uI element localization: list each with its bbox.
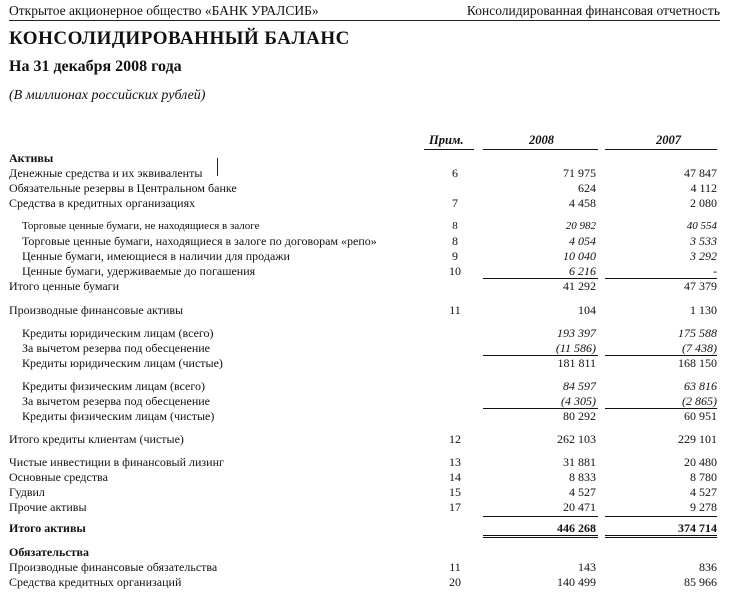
row-note: 9 <box>452 249 458 263</box>
row-value-2008: 6 216 <box>569 264 596 278</box>
row-label: Ценные бумаги, имеющиеся в наличии для продажи <box>22 249 290 263</box>
row-value-2008: 104 <box>578 303 596 317</box>
row-value-2008: 31 881 <box>563 455 596 469</box>
row-value-2007: 60 951 <box>684 409 717 423</box>
row-value-2008: 143 <box>578 560 596 574</box>
table-row <box>0 341 729 356</box>
table-row <box>0 181 729 196</box>
subtotal-rule <box>483 355 598 356</box>
table-row <box>0 279 729 294</box>
subtotal-rule <box>483 516 598 517</box>
row-value-2007: 8 780 <box>690 470 717 484</box>
row-value-2008: 181 811 <box>557 356 596 370</box>
subtotal-rule <box>605 408 717 409</box>
table-row <box>0 485 729 500</box>
table-row <box>0 151 729 166</box>
row-note: 13 <box>449 455 461 469</box>
column-header-2008: 2008 <box>529 133 554 147</box>
row-note: 17 <box>449 500 461 514</box>
row-value-2008: 4 527 <box>569 485 596 499</box>
table-row <box>0 219 729 234</box>
row-value-2008: 20 982 <box>565 220 596 232</box>
table-row <box>0 545 729 560</box>
table-row <box>0 234 729 249</box>
row-value-2007: 175 588 <box>678 326 717 340</box>
row-value-2008: 4 458 <box>569 196 596 210</box>
row-note: 14 <box>449 470 461 484</box>
table-row <box>0 394 729 409</box>
table-row <box>0 303 729 318</box>
table-row <box>0 521 729 536</box>
report-type: Консолидированная финансовая отчетность <box>466 3 720 18</box>
table-row <box>0 560 729 575</box>
table-row <box>0 455 729 470</box>
column-header-2007: 2007 <box>656 133 681 147</box>
row-value-2007: (2 865) <box>682 394 717 408</box>
table-row <box>0 249 729 264</box>
row-label: Кредиты юридическим лицам (чистые) <box>22 356 223 370</box>
row-label: Активы <box>9 151 54 165</box>
text-cursor <box>217 158 218 176</box>
row-value-2007: 47 847 <box>684 166 717 180</box>
row-value-2007: 40 554 <box>686 220 717 232</box>
row-value-2007: 85 966 <box>684 575 717 589</box>
row-label: Производные финансовые обязательства <box>9 560 218 574</box>
row-label: Итого ценные бумаги <box>9 279 120 293</box>
table-row <box>0 264 729 279</box>
row-note: 20 <box>449 575 461 589</box>
table-row <box>0 166 729 181</box>
row-value-2007: 20 480 <box>684 455 717 469</box>
table-row <box>0 575 729 590</box>
row-value-2008: 84 597 <box>563 379 596 393</box>
row-value-2008: (11 586) <box>555 341 596 355</box>
table-row <box>0 326 729 341</box>
header-underline <box>605 149 717 150</box>
row-label: Средства в кредитных организациях <box>9 196 196 210</box>
row-label: Кредиты физическим лицам (чистые) <box>22 409 215 423</box>
row-note: 8 <box>452 234 458 248</box>
row-value-2007: 4 112 <box>690 181 717 195</box>
page-header <box>9 3 720 21</box>
row-value-2007: 9 278 <box>690 500 717 514</box>
table-row <box>0 379 729 394</box>
company-name: Открытое акционерное общество «БАНК УРАЛСИБ» <box>9 3 319 18</box>
row-value-2008: 10 040 <box>563 249 596 263</box>
row-value-2008: (4 305) <box>561 394 596 408</box>
row-value-2008: 80 292 <box>563 409 596 423</box>
row-value-2007: 374 714 <box>678 521 717 535</box>
header-rule <box>9 20 720 21</box>
units-note: (В миллионах российских рублей) <box>9 88 206 103</box>
total-double-rule <box>605 535 717 538</box>
subtotal-rule <box>605 355 717 356</box>
row-value-2007: (7 438) <box>682 341 717 355</box>
row-value-2008: 140 499 <box>557 575 596 589</box>
row-note: 12 <box>449 432 461 446</box>
row-value-2008: 624 <box>578 181 596 195</box>
row-note: 11 <box>449 560 461 574</box>
row-value-2008: 71 975 <box>563 166 596 180</box>
row-value-2008: 20 471 <box>563 500 596 514</box>
row-label: Кредиты юридическим лицам (всего) <box>22 326 214 340</box>
table-row <box>0 470 729 485</box>
column-header-note: Прим. <box>429 133 464 147</box>
row-label: Основные средства <box>9 470 108 484</box>
row-note: 7 <box>452 196 458 210</box>
row-label: Средства кредитных организаций <box>9 575 182 589</box>
row-label: Кредиты физическим лицам (всего) <box>22 379 205 393</box>
row-label: Ценные бумаги, удерживаемые до погашения <box>22 264 256 278</box>
row-value-2007: 229 101 <box>678 432 717 446</box>
row-note: 10 <box>449 264 461 278</box>
table-row <box>0 500 729 515</box>
row-value-2007: - <box>713 264 717 278</box>
subtotal-rule <box>483 408 598 409</box>
row-value-2007: 168 150 <box>678 356 717 370</box>
row-value-2007: 4 527 <box>690 485 717 499</box>
row-note: 15 <box>449 485 461 499</box>
row-value-2008: 262 103 <box>557 432 596 446</box>
row-value-2007: 836 <box>699 560 717 574</box>
row-note: 6 <box>452 166 458 180</box>
row-label: Прочие активы <box>9 500 87 514</box>
row-label: Итого кредиты клиентам (чистые) <box>9 432 184 446</box>
page-title: КОНСОЛИДИРОВАННЫЙ БАЛАНС <box>9 28 350 49</box>
row-value-2008: 4 054 <box>569 234 596 248</box>
subtotal-rule <box>605 516 717 517</box>
row-value-2007: 3 292 <box>690 249 717 263</box>
row-label: Торговые ценные бумаги, не находящиеся в залоге <box>22 220 260 232</box>
header-underline <box>483 149 598 150</box>
row-label: За вычетом резерва под обесценение <box>22 394 210 408</box>
row-label: Итого активы <box>9 521 86 535</box>
row-label: Денежные средства и их эквиваленты <box>9 166 203 180</box>
row-value-2007: 1 130 <box>690 303 717 317</box>
row-value-2007: 2 080 <box>690 196 717 210</box>
row-label: Чистые инвестиции в финансовый лизинг <box>9 455 224 469</box>
row-value-2008: 41 292 <box>563 279 596 293</box>
table-row <box>0 196 729 211</box>
row-label: Производные финансовые активы <box>9 303 184 317</box>
row-label: Обязательные резервы в Центральном банке <box>9 181 237 195</box>
row-label: Гудвил <box>9 485 45 499</box>
table-row <box>0 409 729 424</box>
table-row <box>0 356 729 371</box>
subtotal-rule <box>483 278 598 279</box>
table-row <box>0 432 729 447</box>
row-value-2008: 446 268 <box>557 521 596 535</box>
row-value-2007: 3 533 <box>690 234 717 248</box>
report-date: На 31 декабря 2008 года <box>9 58 182 75</box>
row-value-2008: 193 397 <box>557 326 596 340</box>
row-value-2008: 8 833 <box>569 470 596 484</box>
row-note: 8 <box>452 220 458 232</box>
row-value-2007: 63 816 <box>684 379 717 393</box>
subtotal-rule <box>605 278 717 279</box>
total-double-rule <box>483 535 598 538</box>
row-label: Обязательства <box>9 545 90 559</box>
row-note: 11 <box>449 303 461 317</box>
row-label: Торговые ценные бумаги, находящиеся в залоге по договорам «репо» <box>22 234 377 248</box>
header-underline <box>424 149 474 150</box>
row-label: За вычетом резерва под обесценение <box>22 341 210 355</box>
row-value-2007: 47 379 <box>684 279 717 293</box>
